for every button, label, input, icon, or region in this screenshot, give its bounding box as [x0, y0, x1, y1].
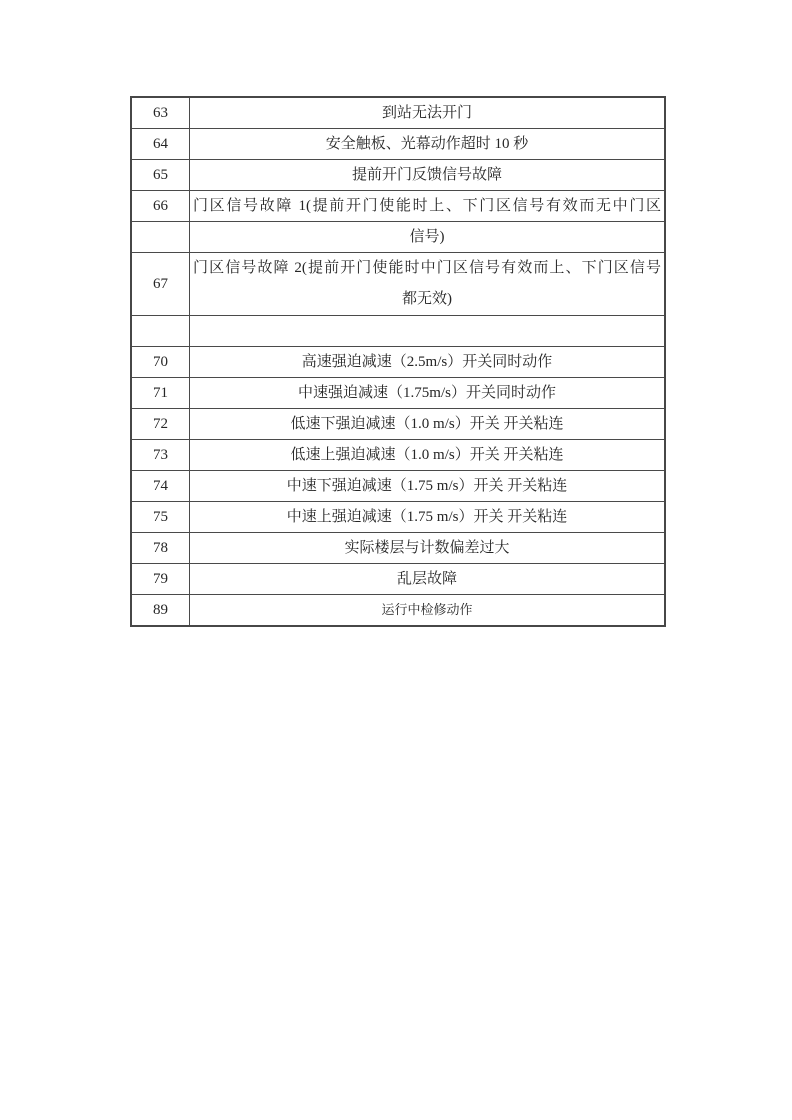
fault-desc-cell	[190, 160, 666, 191]
fault-desc-cell	[190, 564, 666, 595]
table-row	[131, 191, 665, 222]
fault-desc-text: 信号)	[409, 229, 445, 245]
table-row	[131, 222, 665, 253]
table-row	[131, 564, 665, 595]
table-row	[131, 97, 665, 129]
fault-desc-text: 运行中检修动作	[381, 602, 473, 617]
fault-desc-cell	[190, 595, 666, 627]
fault-desc-cell	[190, 222, 666, 253]
fault-desc-text: 门区信号故障 2(提前开门使能时中门区信号有效而上、下门区信号	[193, 260, 661, 276]
fault-desc-text: 中速下强迫减速（1.75 m/s）开关 开关粘连	[286, 478, 568, 494]
fault-code-cell: 67	[131, 253, 190, 316]
fault-code-cell: 79	[131, 564, 190, 595]
fault-desc-cell	[190, 409, 666, 440]
fault-desc-cell	[190, 253, 666, 316]
fault-code-cell: 78	[131, 533, 190, 564]
fault-desc-text: 低速下强迫减速（1.0 m/s）开关 开关粘连	[290, 416, 564, 432]
fault-desc-cell	[190, 533, 666, 564]
fault-table-body	[131, 97, 665, 626]
table-row	[131, 440, 665, 471]
fault-desc-text: 中速强迫减速（1.75m/s）开关同时动作	[298, 385, 556, 401]
fault-desc-text: 低速上强迫减速（1.0 m/s）开关 开关粘连	[290, 447, 564, 463]
fault-desc-text: 实际楼层与计数偏差过大	[344, 540, 510, 556]
fault-code-table	[130, 96, 666, 627]
fault-code-cell	[131, 316, 190, 347]
table-row	[131, 316, 665, 347]
fault-code-cell: 70	[131, 347, 190, 378]
table-row	[131, 471, 665, 502]
fault-desc-cell	[190, 316, 666, 347]
fault-code-cell: 89	[131, 595, 190, 627]
fault-desc-cell	[190, 471, 666, 502]
fault-code-cell: 75	[131, 502, 190, 533]
fault-code-cell: 73	[131, 440, 190, 471]
table-row	[131, 378, 665, 409]
fault-desc-cell	[190, 97, 666, 129]
fault-code-cell: 74	[131, 471, 190, 502]
fault-code-cell: 63	[131, 97, 190, 129]
table-row	[131, 595, 665, 627]
fault-code-cell: 71	[131, 378, 190, 409]
fault-code-cell: 72	[131, 409, 190, 440]
fault-desc-cell	[190, 440, 666, 471]
fault-desc-text: 高速强迫减速（2.5m/s）开关同时动作	[301, 354, 553, 370]
fault-code-cell	[131, 222, 190, 253]
fault-desc-text: 中速上强迫减速（1.75 m/s）开关 开关粘连	[286, 509, 568, 525]
fault-code-cell: 65	[131, 160, 190, 191]
fault-desc-cell	[190, 347, 666, 378]
table-row	[131, 160, 665, 191]
fault-desc-text-line2: 都无效)	[402, 291, 452, 307]
table-row	[131, 502, 665, 533]
fault-desc-cell	[190, 378, 666, 409]
table-row	[131, 129, 665, 160]
fault-desc-text: 安全触板、光幕动作超时 10 秒	[325, 136, 529, 152]
fault-desc-cell	[190, 129, 666, 160]
fault-desc-cell	[190, 191, 666, 222]
fault-code-cell: 64	[131, 129, 190, 160]
table-row	[131, 253, 665, 316]
fault-desc-cell	[190, 502, 666, 533]
fault-desc-text: 乱层故障	[396, 571, 457, 587]
table-row	[131, 533, 665, 564]
fault-desc-text: 门区信号故障 1(提前开门使能时上、下门区信号有效而无中门区	[193, 198, 661, 214]
table-row	[131, 409, 665, 440]
table-row	[131, 347, 665, 378]
fault-desc-text: 到站无法开门	[381, 105, 472, 121]
fault-desc-text: 提前开门反馈信号故障	[351, 167, 502, 183]
fault-code-cell: 66	[131, 191, 190, 222]
